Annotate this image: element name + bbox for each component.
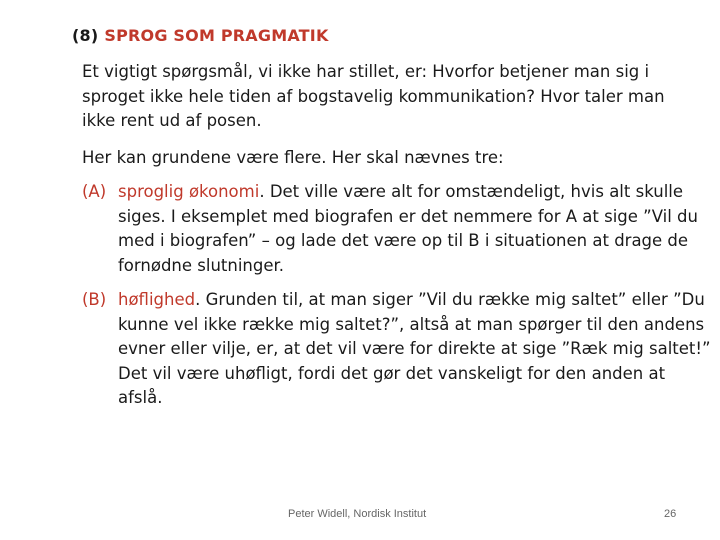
page-number: 26 — [664, 508, 677, 520]
reason-item-a — [82, 180, 712, 278]
item-keyword: høflighed — [118, 290, 196, 309]
item-keyword: sproglig økonomi — [118, 182, 260, 201]
footer-credit: Peter Widell, Nordisk Institut — [288, 508, 427, 520]
heading-title: SPROG SOM PRAGMATIK — [104, 26, 329, 45]
reason-item-b — [82, 288, 712, 411]
item-marker: (B) — [82, 290, 107, 309]
item-text: . Grunden til, at man siger ”Vil du række mig saltet” eller ”Du kunne vel ikke række mig saltet?”, altså at man spørger til den andens evner eller vilje, er, at det vil være for direkte at sige ”Ræk mig saltet!” Det vil være uhøfligt, fordi det gør det vanskeligt for den anden at afslå. — [118, 290, 711, 407]
item-text: . Det ville være alt for omstændeligt, hvis alt skulle siges. I eksemplet med biografen er det nemmere for A at sige ”Vil du med i biografen” – og lade det være op til B i situationen at drage de fornødne slutninger. — [118, 182, 698, 275]
slide-heading — [72, 26, 329, 45]
item-marker: (A) — [82, 182, 107, 201]
reasons-intro-paragraph: Her kan grundene være flere. Her skal nævnes tre: — [82, 147, 504, 167]
slide-body — [82, 60, 712, 421]
intro-paragraph: Et vigtigt spørgsmål, vi ikke har stillet, er: Hvorfor betjener man sig i sproget ikke hele tiden af bogstavelig kommunikation? Hvor taler man ikke rent ud af posen. — [82, 62, 665, 130]
heading-number: (8) — [72, 26, 99, 45]
